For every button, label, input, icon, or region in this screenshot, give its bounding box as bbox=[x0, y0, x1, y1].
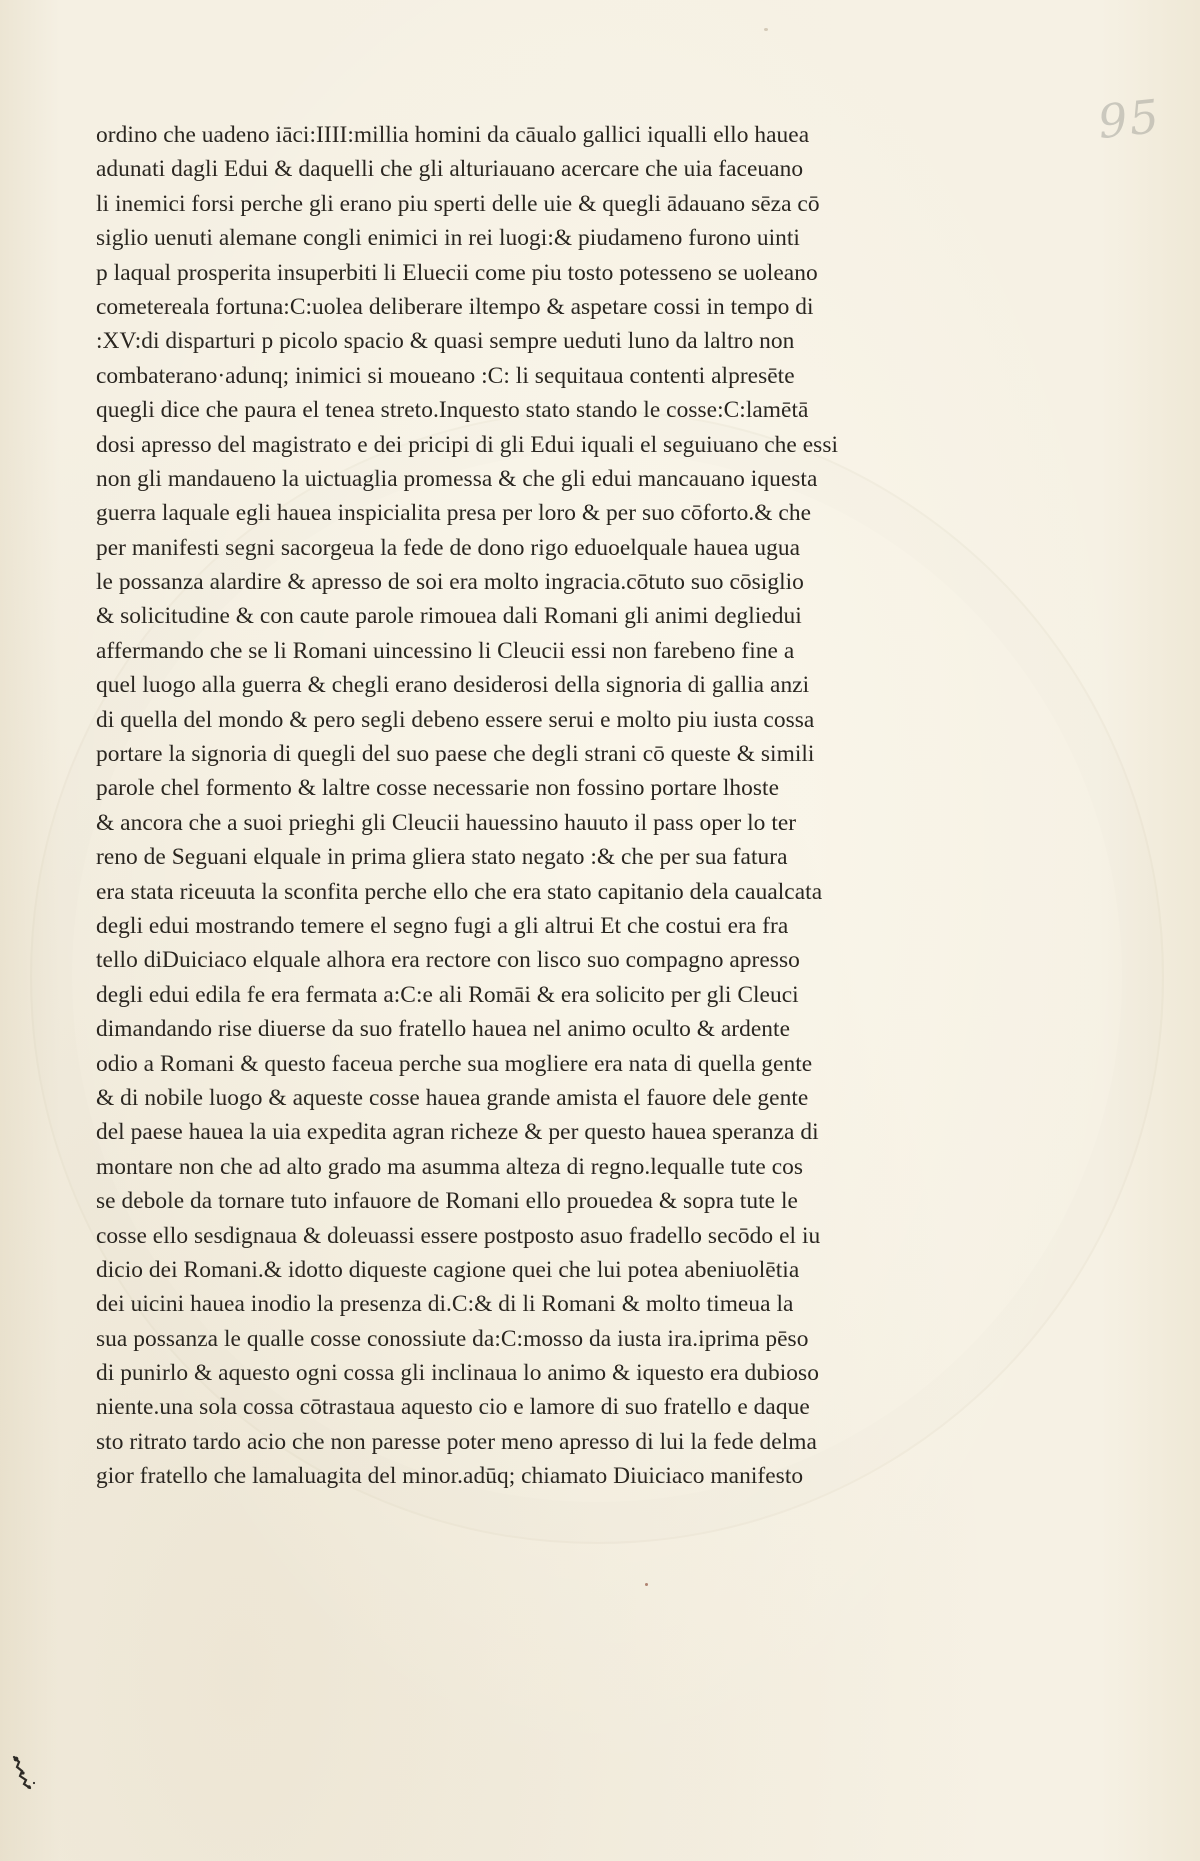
incunable-text-block bbox=[96, 118, 976, 1498]
text-line: reno de Seguani elquale in prima gliera stato negato :& che per sua fatura bbox=[96, 844, 788, 871]
text-line: ordino che uadeno iāci:IIII:millia homini da cāualo gallici iqualli ello hauea bbox=[96, 122, 810, 148]
text-line: montare non che ad alto grado ma asumma alteza di regno.lequalle tute cos bbox=[96, 1153, 804, 1180]
text-line: le possanza alardire & apresso de soi era molto ingracia.cōtuto suo cōsiglio bbox=[96, 569, 804, 596]
text-line: & di nobile luogo & aqueste cosse hauea grande amista el fauore dele gente bbox=[96, 1084, 809, 1111]
text-line: di quella del mondo & pero segli debeno essere serui e molto piu iusta cossa bbox=[96, 706, 815, 733]
folio-number: 95 bbox=[1095, 88, 1164, 150]
text-line: guerra laquale egli hauea inspicialita presa per loro & per suo cōforto.& che bbox=[96, 500, 812, 527]
paper-speck bbox=[764, 28, 768, 31]
text-line: & solicitudine & con caute parole rimouea dali Romani gli animi degliedui bbox=[96, 603, 802, 630]
text-line: combaterano·adunq; inimici si moueano :C: li sequitaua contenti alpresēte bbox=[96, 362, 795, 389]
text-line: dei uicini hauea inodio la presenza di.C:& di li Romani & molto timeua la bbox=[96, 1291, 794, 1318]
text-line: & ancora che a suoi prieghi gli Cleucii hauessino hauuto il pass oper lo ter bbox=[96, 809, 797, 836]
text-line: cosse ello sesdignaua & doleuassi essere postposto asuo fradello secōdo el iu bbox=[96, 1222, 821, 1249]
text-line: adunati dagli Edui & daquelli che gli alturiauano acercare che uia faceuano bbox=[96, 156, 804, 183]
text-line: sua possanza le qualle cosse conossiute da:C:mosso da iusta ira.iprima pēso bbox=[96, 1325, 809, 1352]
text-line: se debole da tornare tuto infauore de Romani ello prouedea & sopra tute le bbox=[96, 1188, 798, 1215]
text-line: odio a Romani & questo faceua perche sua mogliere era nata di quella gente bbox=[96, 1050, 813, 1077]
text-line: li inemici forsi perche gli erano piu sperti delle uie & quegli ādauano sēza cō bbox=[96, 190, 820, 217]
text-line: di punirlo & aquesto ogni cossa gli inclinaua lo animo & iquesto era dubioso bbox=[96, 1360, 819, 1387]
text-line: non gli mandaueno la uictuaglia promessa & che gli edui mancauano iquesta bbox=[96, 465, 818, 492]
text-line: affermando che se li Romani uincessino li Cleucii essi non farebeno fine a bbox=[96, 637, 795, 664]
text-line: cometereala fortuna:C:uolea deliberare iltempo & aspetare cossi in tempo di bbox=[96, 293, 814, 320]
text-line: per manifesti segni sacorgeua la fede de dono rigo eduoelquale hauea ugua bbox=[96, 534, 801, 561]
text-line: degli edui edila fe era fermata a:C:e ali Romāi & era solicito per gli Cleuci bbox=[96, 981, 799, 1008]
text-line: degli edui mostrando temere el segno fugi a gli altrui Et che costui era fra bbox=[96, 912, 789, 939]
text-line: sto ritrato tardo acio che non paresse poter meno apresso di lui la fede delma bbox=[96, 1428, 817, 1455]
paper-speck bbox=[645, 1583, 648, 1586]
text-line: del paese hauea la uia expedita agran richeze & per questo hauea speranza di bbox=[96, 1119, 819, 1146]
text-line: portare la signoria di quegli del suo paese che degli strani cō queste & simili bbox=[96, 741, 815, 768]
text-line: niente.una sola cossa cōtrastaua aquesto cio e lamore di suo fratello e daque bbox=[96, 1394, 810, 1421]
text-line: gior fratello che lamaluagita del minor.adūq; chiamato Diuiciaco manifesto bbox=[96, 1463, 804, 1490]
text-line: era stata riceuuta la sconfita perche ello che era stato capitanio dela caualcata bbox=[96, 878, 823, 905]
text-line: parole chel formento & laltre cosse necessarie non fossino portare lhoste bbox=[96, 775, 780, 802]
text-line: p laqual prosperita insuperbiti li Eluecii come piu tosto potesseno se uoleano bbox=[96, 259, 818, 286]
text-line: :XV:di disparturi p picolo spacio & quasi sempre ueduti luno da laltro non bbox=[96, 328, 795, 355]
text-line: tello diDuiciaco elquale alhora era rectore con lisco suo compagno apresso bbox=[96, 947, 800, 974]
text-line: quel luogo alla guerra & chegli erano desiderosi della signoria di gallia anzi bbox=[96, 672, 810, 699]
text-line: dimandando rise diuerse da suo fratello hauea nel animo oculto & ardente bbox=[96, 1016, 791, 1043]
text-line: dosi apresso del magistrato e dei pricipi di gli Edui iquali el seguiuano che essi bbox=[96, 431, 839, 458]
text-line: siglio uenuti alemane congli enimici in rei luogi:& piudameno furono uinti bbox=[96, 225, 800, 252]
text-line: dicio dei Romani.& idotto diqueste cagione quei che lui potea abeniuolētia bbox=[96, 1256, 800, 1283]
text-line: quegli dice che paura el tenea streto.Inquesto stato stando le cosse:C:lamētā bbox=[96, 397, 809, 424]
ink-blot-mark bbox=[10, 1753, 40, 1791]
